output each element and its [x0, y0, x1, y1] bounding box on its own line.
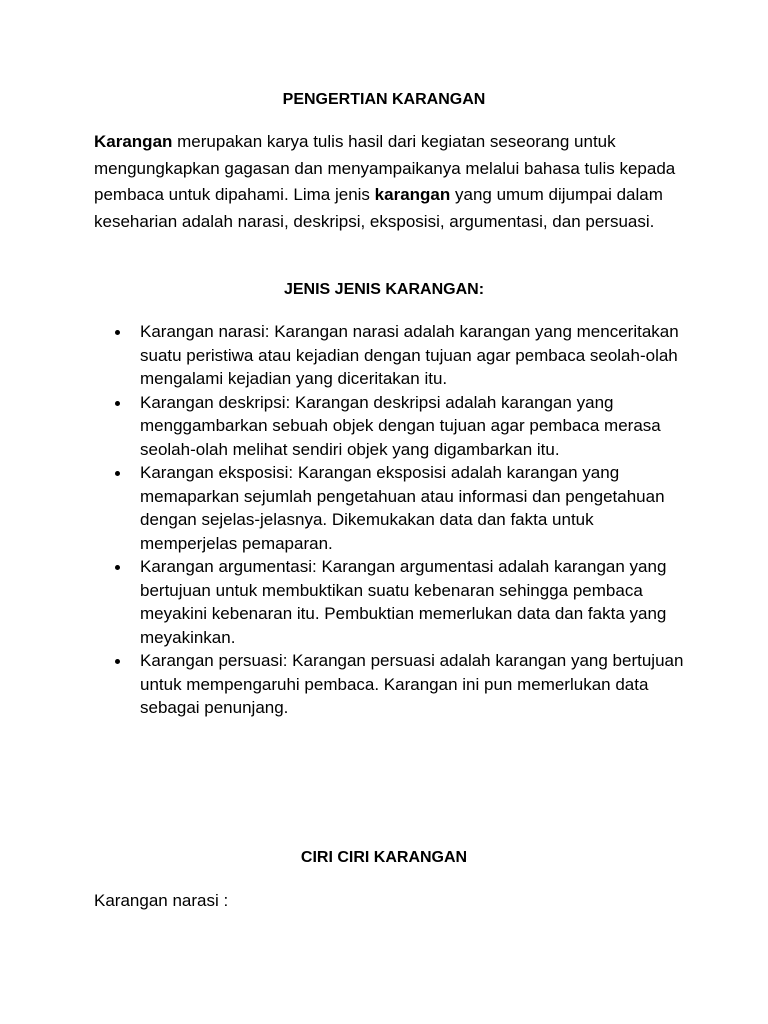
intro-text-part1: merupakan karya tulis hasil dari kegiatan seseorang untuk mengungkapkan gagasan dan menyampaikanya melalui bahasa tulis kepada pembaca untuk dipahami. Lima jenis — [94, 132, 676, 204]
list-item — [94, 320, 684, 391]
traits-heading: CIRI CIRI KARANGAN — [300, 849, 468, 866]
bullet-icon — [115, 565, 120, 570]
list-item — [94, 461, 684, 555]
traits-first-item: Karangan narasi : — [94, 891, 229, 910]
types-heading: JENIS JENIS KARANGAN: — [283, 281, 485, 298]
list-item — [94, 649, 684, 720]
list-item-text: Karangan deskripsi: Karangan deskripsi adalah karangan yang menggambarkan sebuah objek dengan tujuan agar pembaca merasa seolah-olah melihat sendiri objek yang digambarkan itu. — [140, 392, 661, 459]
intro-text-part2: yang umum dijumpai dalam keseharian adalah narasi, deskripsi, eksposisi, argumentasi, dan persuasi. — [94, 185, 663, 231]
bullet-icon — [115, 330, 120, 335]
list-item-text: Karangan persuasi: Karangan persuasi adalah karangan yang bertujuan untuk mempengaruhi pembaca. Karangan ini pun memerlukan data sebagai penunjang. — [140, 651, 684, 717]
intro-paragraph — [94, 129, 684, 235]
bullet-icon — [115, 659, 120, 664]
bullet-icon — [115, 401, 120, 406]
bullet-icon — [115, 471, 120, 476]
list-item — [94, 391, 684, 462]
intro-bold-mid: karangan — [374, 185, 451, 204]
types-list — [94, 320, 684, 720]
list-item-text: Karangan narasi: Karangan narasi adalah karangan yang menceritakan suatu peristiwa atau kejadian dengan tujuan agar pembaca seolah-olah mengalami kejadian yang diceritakan itu. — [140, 322, 679, 388]
document-title: PENGERTIAN KARANGAN — [282, 91, 486, 108]
list-item — [94, 555, 684, 649]
intro-bold-lead: Karangan — [94, 132, 173, 151]
list-item-text: Karangan argumentasi: Karangan argumentasi adalah karangan yang bertujuan untuk membuktikan suatu kebenaran sehingga pembaca meyakini kebenaran itu. Pembuktian memerlukan data dan fakta yang meyakinkan. — [140, 557, 667, 647]
list-item-text: Karangan eksposisi: Karangan eksposisi adalah karangan yang memaparkan sejumlah pengetahuan atau informasi dan pengetahuan dengan sejelas-jelasnya. Dikemukakan data dan fakta untuk memperjelas pemaparan. — [140, 463, 665, 553]
